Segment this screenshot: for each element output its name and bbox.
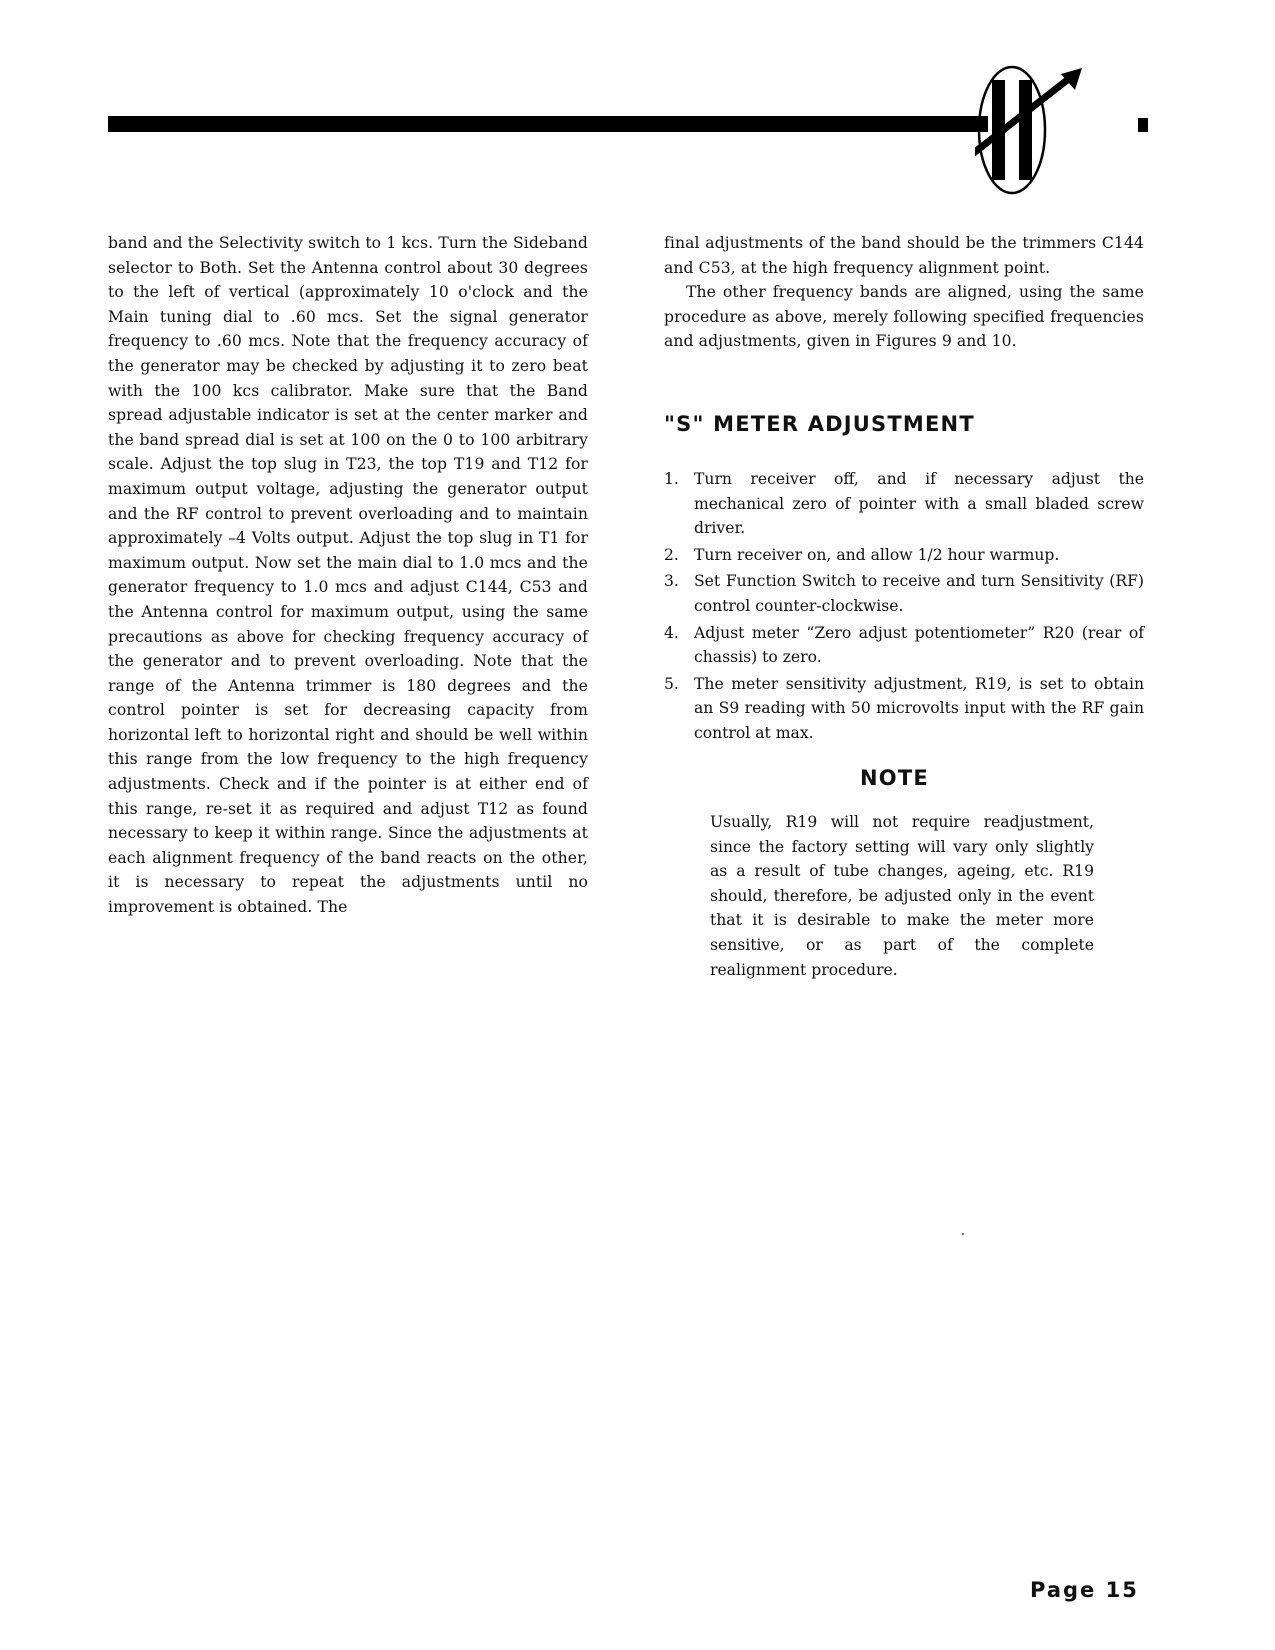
step-item	[664, 543, 1144, 568]
hallicrafters-logo-icon	[975, 60, 1155, 200]
s-meter-heading: "S" METER ADJUSTMENT	[664, 412, 975, 436]
step-item	[664, 569, 1144, 618]
step-item	[664, 621, 1144, 670]
step-text: Set Function Switch to receive and turn Sensitivity (RF) control counter-clockwise.	[694, 572, 1144, 615]
final-adjustments-paragraph: final adjustments of the band should be the trimmers C144 and C53, at the high frequency alignment point.	[664, 234, 1144, 277]
step-number: 5.	[664, 674, 679, 693]
right-column	[664, 231, 1144, 354]
step-item	[664, 467, 1144, 541]
step-number: 3.	[664, 572, 679, 591]
step-item	[664, 672, 1144, 746]
step-number: 1.	[664, 470, 679, 488]
note-heading: NOTE	[860, 766, 929, 790]
note-body: Usually, R19 will not require readjustment, since the factory setting will vary only slightly as a result of tube changes, ageing, etc. R19 should, therefore, be adjusted only in the event that it is desirable to make the meter more sensitive, or as part of the complete realignment procedure.	[710, 813, 1094, 979]
left-column	[108, 231, 588, 920]
step-text: Turn receiver off, and if necessary adjust the mechanical zero of pointer with a small bladed screw driver.	[694, 470, 1144, 538]
step-text: The meter sensitivity adjustment, R19, is set to obtain an S9 reading with 50 microvolts input with the RF gain control at max.	[694, 674, 1144, 742]
step-number: 2.	[664, 545, 679, 564]
alignment-procedure-paragraph: band and the Selectivity switch to 1 kcs. Turn the Sideband selector to Both. Set the Antenna control about 30 degrees to the left of vertical (approximately 10 o'clock and the Main tuning dial to .60 mcs. Set the signal generator frequency to .60 mcs. Note that the frequency accuracy of the generator may be checked by adjusting it to zero beat with the 100 kcs calibrator. Make sure that the Band spread adjustable indicator is set at the center marker and the band spread dial is set at 100 on the 0 to 100 arbitrary scale. Adjust the top slug in T23, the top T19 and T12 for maximum output voltage, adjusting the generator output and the RF control to prevent overloading and to maintain approximately –4 Volts output. Adjust the top slug in T1 for maximum output. Now set the main dial to 1.0 mcs and the generator frequency to 1.0 mcs and adjust C144, C53 and the Antenna control for maximum output, using the same precautions as above for checking frequency accuracy of the generator and to prevent overloading. Note that the range of the Antenna trimmer is 180 degrees and the control pointer is set for decreasing capacity from horizontal left to horizontal right and should be well within this range from the low frequency to the high frequency adjustments. Check and if the pointer is at either end of this range, re-set it as required and adjust T12 as found necessary to keep it within range. Since the adjustments at each alignment frequency of the band reacts on the other, it is necessary to repeat the adjustments until no improvement is obtained. The	[108, 234, 588, 917]
s-meter-steps-list	[664, 467, 1144, 748]
other-bands-paragraph: The other frequency bands are aligned, using the same procedure as above, merely following specified frequencies and adjustments, given in Figures 9 and 10.	[664, 283, 1144, 351]
header-rule	[108, 116, 988, 132]
step-text: Adjust meter “Zero adjust potentiometer” R20 (rear of chassis) to zero.	[694, 623, 1144, 667]
step-number: 4.	[664, 623, 679, 642]
scan-speck	[962, 1233, 964, 1235]
page-number: Page 15	[1030, 1578, 1139, 1602]
step-text: Turn receiver on, and allow 1/2 hour warmup.	[694, 545, 1060, 564]
